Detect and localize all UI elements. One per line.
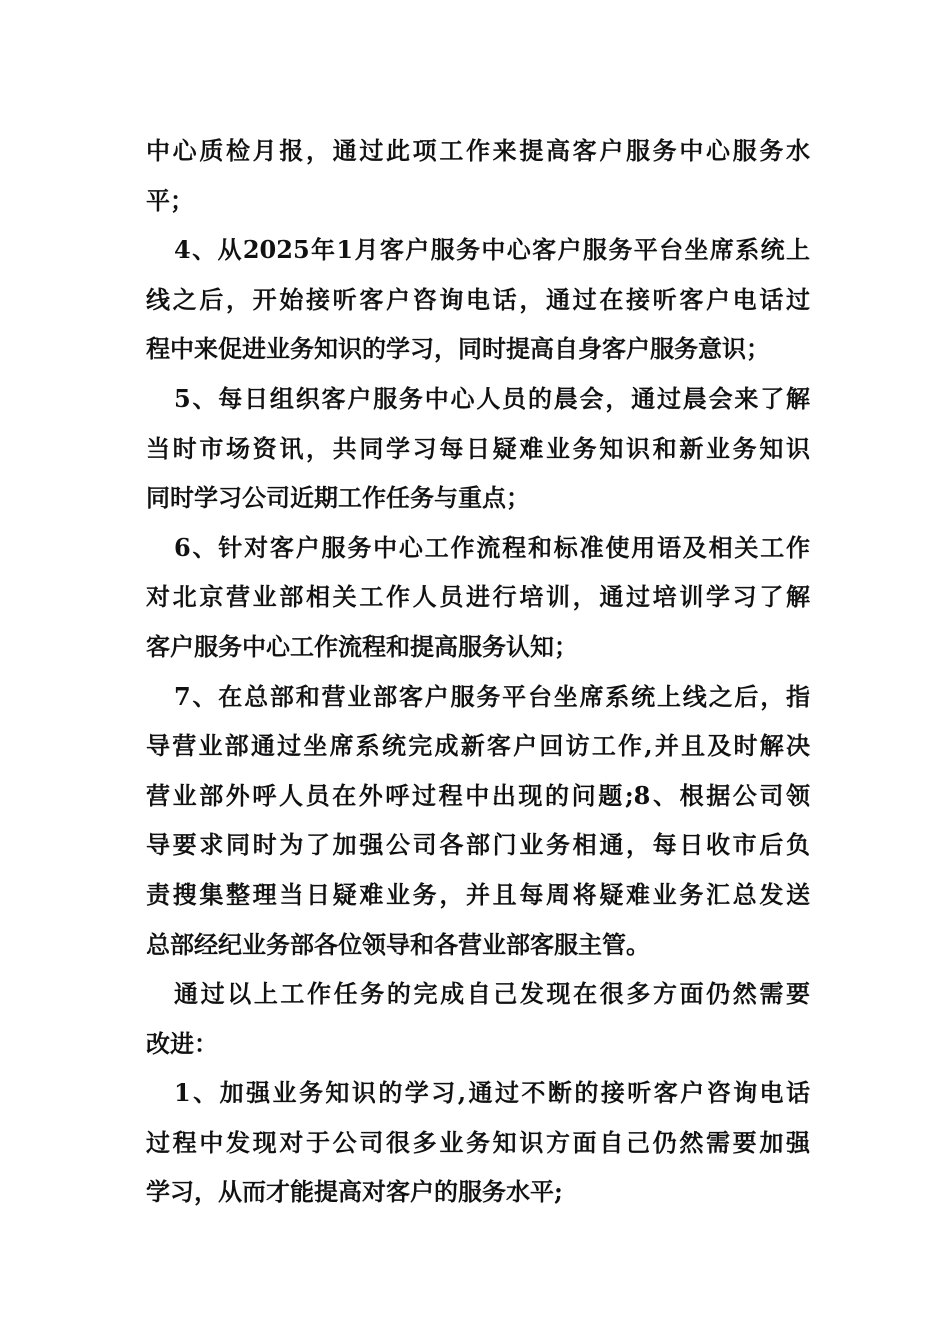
- document-line: 学习，从而才能提高对客户的服务水平;: [146, 1177, 563, 1207]
- document-line: 7、在总部和营业部客户服务平台坐席系统上线之后，指: [174, 681, 810, 711]
- document-line: 平；: [146, 185, 194, 215]
- document-line: 5、每日组织客户服务中心人员的晨会，通过晨会来了解: [174, 383, 810, 413]
- document-line: 过程中发现对于公司很多业务知识方面自己仍然需要加强: [146, 1127, 810, 1157]
- document-body: [146, 126, 810, 1217]
- document-line: 线之后，开始接听客户咨询电话，通过在接听客户电话过: [146, 284, 810, 314]
- document-line: 总部经纪业务部各位领导和各营业部客服主管。: [146, 929, 650, 959]
- document-line: 营业部外呼人员在外呼过程中出现的问题;8、根据公司领: [146, 780, 810, 810]
- document-line: 通过以上工作任务的完成自己发现在很多方面仍然需要: [174, 979, 810, 1009]
- document-line: 对北京营业部相关工作人员进行培训，通过培训学习了解: [146, 582, 810, 612]
- document-line: 客户服务中心工作流程和提高服务认知；: [146, 631, 578, 661]
- document-line: 责搜集整理当日疑难业务，并且每周将疑难业务汇总发送: [146, 879, 810, 909]
- document-line: 1、加强业务知识的学习,通过不断的接听客户咨询电话: [174, 1078, 810, 1108]
- document-line: 程中来促进业务知识的学习，同时提高自身客户服务意识；: [146, 334, 770, 364]
- document-line: 4、从2025年1月客户服务中心客户服务平台坐席系统上: [174, 235, 810, 265]
- document-line: 改进：: [146, 1028, 218, 1058]
- document-line: 中心质检月报，通过此项工作来提高客户服务中心服务水: [146, 136, 810, 165]
- document-line: 同时学习公司近期工作任务与重点；: [146, 483, 530, 513]
- document-line: 当时市场资讯，共同学习每日疑难业务知识和新业务知识: [146, 433, 810, 463]
- document-line: 6、针对客户服务中心工作流程和标准使用语及相关工作: [174, 532, 810, 562]
- document-line: 导要求同时为了加强公司各部门业务相通，每日收市后负: [146, 830, 810, 860]
- document-line: 导营业部通过坐席系统完成新客户回访工作,并且及时解决: [146, 731, 810, 761]
